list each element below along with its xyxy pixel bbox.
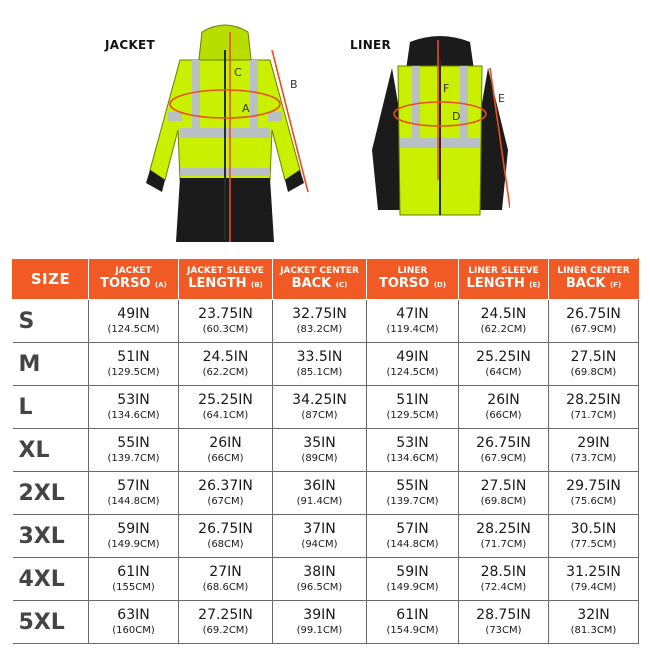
centimeters-value: (67.9CM) [480,453,527,464]
centimeters-value: (124.5CM) [386,367,439,378]
measurement-cell [549,429,639,472]
measurement-cell [273,429,367,472]
inches-value: 24.5IN [202,349,249,365]
measurement-cell [179,515,273,558]
centimeters-value: (68CM) [207,539,244,550]
centimeters-value: (73.7CM) [570,453,617,464]
size-column-header: SIZE [13,259,89,300]
measurement-cell [459,343,549,386]
liner-illustration [370,30,510,225]
column-header-top: JACKET SLEEVE [187,265,264,276]
inches-value: 29.75IN [566,478,621,494]
inches-value: 30.5IN [570,521,617,537]
column-header-lcb [549,259,639,300]
centimeters-value: (69.2CM) [202,625,249,636]
centimeters-value: (67.9CM) [570,324,617,335]
measurement-cell [89,386,179,429]
inches-value: 27IN [209,564,242,580]
column-header-main [549,276,638,293]
centimeters-value: (99.1CM) [296,625,343,636]
measurement-cell [179,472,273,515]
centimeters-value: (124.5CM) [107,324,160,335]
measurement-cell [549,386,639,429]
column-header-main-text: LENGTH [466,275,525,291]
table-row [13,472,639,515]
centimeters-value: (81.3CM) [570,625,617,636]
measurement-cell [459,558,549,601]
centimeters-value: (134.6CM) [386,453,439,464]
table-row [13,429,639,472]
inches-value: 28.25IN [566,392,621,408]
marker-e: E [498,92,505,105]
centimeters-value: (89CM) [301,453,338,464]
table-row [13,601,639,644]
measurement-cell [179,429,273,472]
centimeters-value: (94CM) [301,539,338,550]
column-header-code: (A) [155,280,167,289]
column-header-main [273,276,366,293]
measurement-cell [459,300,549,343]
table-row [13,300,639,343]
measurement-cell [89,429,179,472]
liner-label: LINER [350,38,392,52]
column-header-top: LINER CENTER [557,265,630,276]
inches-value: 59IN [396,564,429,580]
centimeters-value: (160CM) [112,625,155,636]
inches-value: 27.5IN [480,478,527,494]
centimeters-value: (60.3CM) [202,324,249,335]
inches-value: 26.75IN [476,435,531,451]
size-cell: S [13,300,89,343]
column-header-main-text: LENGTH [188,275,247,291]
measurement-cell [367,300,459,343]
table-row [13,343,639,386]
column-header-jsl [179,259,273,300]
marker-d: D [452,110,461,123]
centimeters-value: (144.8CM) [107,496,160,507]
measurement-cell [89,601,179,644]
jacket-illustration [140,20,310,250]
marker-c: C [234,66,242,79]
inches-value: 51IN [117,349,150,365]
measurement-cell [367,343,459,386]
column-header-code: (F) [609,280,622,289]
table-header-row [13,259,639,300]
inches-value: 28.75IN [476,607,531,623]
measurement-cell [179,558,273,601]
inches-value: 63IN [117,607,150,623]
measurement-cell [367,386,459,429]
measurement-cell [459,472,549,515]
centimeters-value: (64.1CM) [202,410,249,421]
measurement-cell [273,386,367,429]
centimeters-value: (69.8CM) [570,367,617,378]
inches-value: 26.37IN [198,478,253,494]
size-cell: 4XL [13,558,89,601]
size-cell: L [13,386,89,429]
centimeters-value: (129.5CM) [386,410,439,421]
measurement-cell [89,343,179,386]
measurement-cell [549,343,639,386]
centimeters-value: (129.5CM) [107,367,160,378]
measurement-cell [273,472,367,515]
jacket-label: JACKET [105,38,156,52]
inches-value: 27.25IN [198,607,253,623]
centimeters-value: (149.9CM) [107,539,160,550]
table-row [13,386,639,429]
inches-value: 51IN [396,392,429,408]
column-header-main-text: BACK [565,275,606,291]
inches-value: 53IN [396,435,429,451]
inches-value: 25.25IN [476,349,531,365]
table-row [13,558,639,601]
inches-value: 33.5IN [296,349,343,365]
column-header-code: (C) [335,280,348,289]
centimeters-value: (96.5CM) [296,582,343,593]
size-cell: 2XL [13,472,89,515]
inches-value: 59IN [117,521,150,537]
measurement-cell [273,601,367,644]
centimeters-value: (154.9CM) [386,625,439,636]
column-header-main [89,276,178,293]
centimeters-value: (73CM) [485,625,522,636]
inches-value: 36IN [303,478,336,494]
centimeters-value: (64CM) [485,367,522,378]
inches-value: 26.75IN [198,521,253,537]
centimeters-value: (66CM) [485,410,522,421]
column-header-main-text: TORSO [378,275,430,291]
column-header-lt [367,259,459,300]
centimeters-value: (72.4CM) [480,582,527,593]
centimeters-value: (91.4CM) [296,496,343,507]
inches-value: 28.25IN [476,521,531,537]
centimeters-value: (66CM) [207,453,244,464]
centimeters-value: (71.7CM) [570,410,617,421]
inches-value: 55IN [117,435,150,451]
inches-value: 55IN [396,478,429,494]
inches-value: 61IN [117,564,150,580]
inches-value: 38IN [303,564,336,580]
size-cell: 5XL [13,601,89,644]
marker-a: A [242,102,250,115]
centimeters-value: (83.2CM) [296,324,343,335]
column-header-main-text: TORSO [100,275,151,291]
centimeters-value: (119.4CM) [386,324,439,335]
inches-value: 39IN [303,607,336,623]
inches-value: 26IN [209,435,242,451]
measurement-cell [549,300,639,343]
inches-value: 27.5IN [570,349,617,365]
column-header-top: LINER SLEEVE [468,265,539,276]
size-chart-table [12,258,639,644]
measurement-cell [367,515,459,558]
inches-value: 34.25IN [292,392,347,408]
measurement-cell [273,515,367,558]
inches-value: 26.75IN [566,306,621,322]
column-header-lsl [459,259,549,300]
centimeters-value: (79.4CM) [570,582,617,593]
measurement-cell [89,515,179,558]
measurement-cell [89,300,179,343]
centimeters-value: (75.6CM) [570,496,617,507]
inches-value: 31.25IN [566,564,621,580]
inches-value: 57IN [396,521,429,537]
measurement-cell [459,515,549,558]
centimeters-value: (69.8CM) [480,496,527,507]
column-header-main-text: BACK [291,275,332,291]
column-header-main [367,276,458,293]
centimeters-value: (134.6CM) [107,410,160,421]
inches-value: 25.25IN [198,392,253,408]
measurement-cell [367,558,459,601]
measurement-cell [89,472,179,515]
inches-value: 57IN [117,478,150,494]
marker-f: F [443,82,450,95]
measurement-cell [459,601,549,644]
column-header-top: JACKET CENTER [280,265,359,276]
measurement-cell [179,343,273,386]
table-row [13,515,639,558]
measurement-cell [367,429,459,472]
measurement-cell [549,601,639,644]
column-header-main [179,276,272,293]
inches-value: 49IN [117,306,150,322]
size-cell: XL [13,429,89,472]
centimeters-value: (149.9CM) [386,582,439,593]
column-header-main [459,276,548,293]
centimeters-value: (155CM) [112,582,155,593]
measurement-cell [549,472,639,515]
measurement-cell [459,386,549,429]
centimeters-value: (62.2CM) [202,367,249,378]
size-cell: M [13,343,89,386]
inches-value: 26IN [487,392,520,408]
column-header-top: LINER [397,265,428,276]
inches-value: 32IN [577,607,610,623]
table-body [13,300,639,644]
column-header-code: (E) [529,280,541,289]
centimeters-value: (139.7CM) [107,453,160,464]
inches-value: 28.5IN [480,564,527,580]
centimeters-value: (68.6CM) [202,582,249,593]
measurement-cell [273,300,367,343]
column-header-code: (B) [251,280,263,289]
inches-value: 35IN [303,435,336,451]
measurement-cell [459,429,549,472]
column-header-jcb [273,259,367,300]
measurement-cell [273,343,367,386]
measurement-cell [273,558,367,601]
column-header-top: JACKET [115,265,152,276]
inches-value: 24.5IN [480,306,527,322]
inches-value: 37IN [303,521,336,537]
size-cell: 3XL [13,515,89,558]
inches-value: 61IN [396,607,429,623]
inches-value: 49IN [396,349,429,365]
centimeters-value: (67CM) [207,496,244,507]
measurement-cell [179,386,273,429]
measurement-cell [367,472,459,515]
centimeters-value: (144.8CM) [386,539,439,550]
centimeters-value: (139.7CM) [386,496,439,507]
inches-value: 47IN [396,306,429,322]
inches-value: 29IN [577,435,610,451]
measurement-cell [549,558,639,601]
measurement-cell [367,601,459,644]
column-header-code: (D) [433,280,447,289]
centimeters-value: (77.5CM) [570,539,617,550]
centimeters-value: (71.7CM) [480,539,527,550]
centimeters-value: (62.2CM) [480,324,527,335]
marker-b: B [290,78,298,91]
measurement-cell [179,601,273,644]
measurement-cell [179,300,273,343]
measurement-cell [89,558,179,601]
measurement-cell [549,515,639,558]
centimeters-value: (85.1CM) [296,367,343,378]
column-header-jt [89,259,179,300]
inches-value: 32.75IN [292,306,347,322]
inches-value: 53IN [117,392,150,408]
inches-value: 23.75IN [198,306,253,322]
product-figure [0,0,650,255]
centimeters-value: (87CM) [301,410,338,421]
